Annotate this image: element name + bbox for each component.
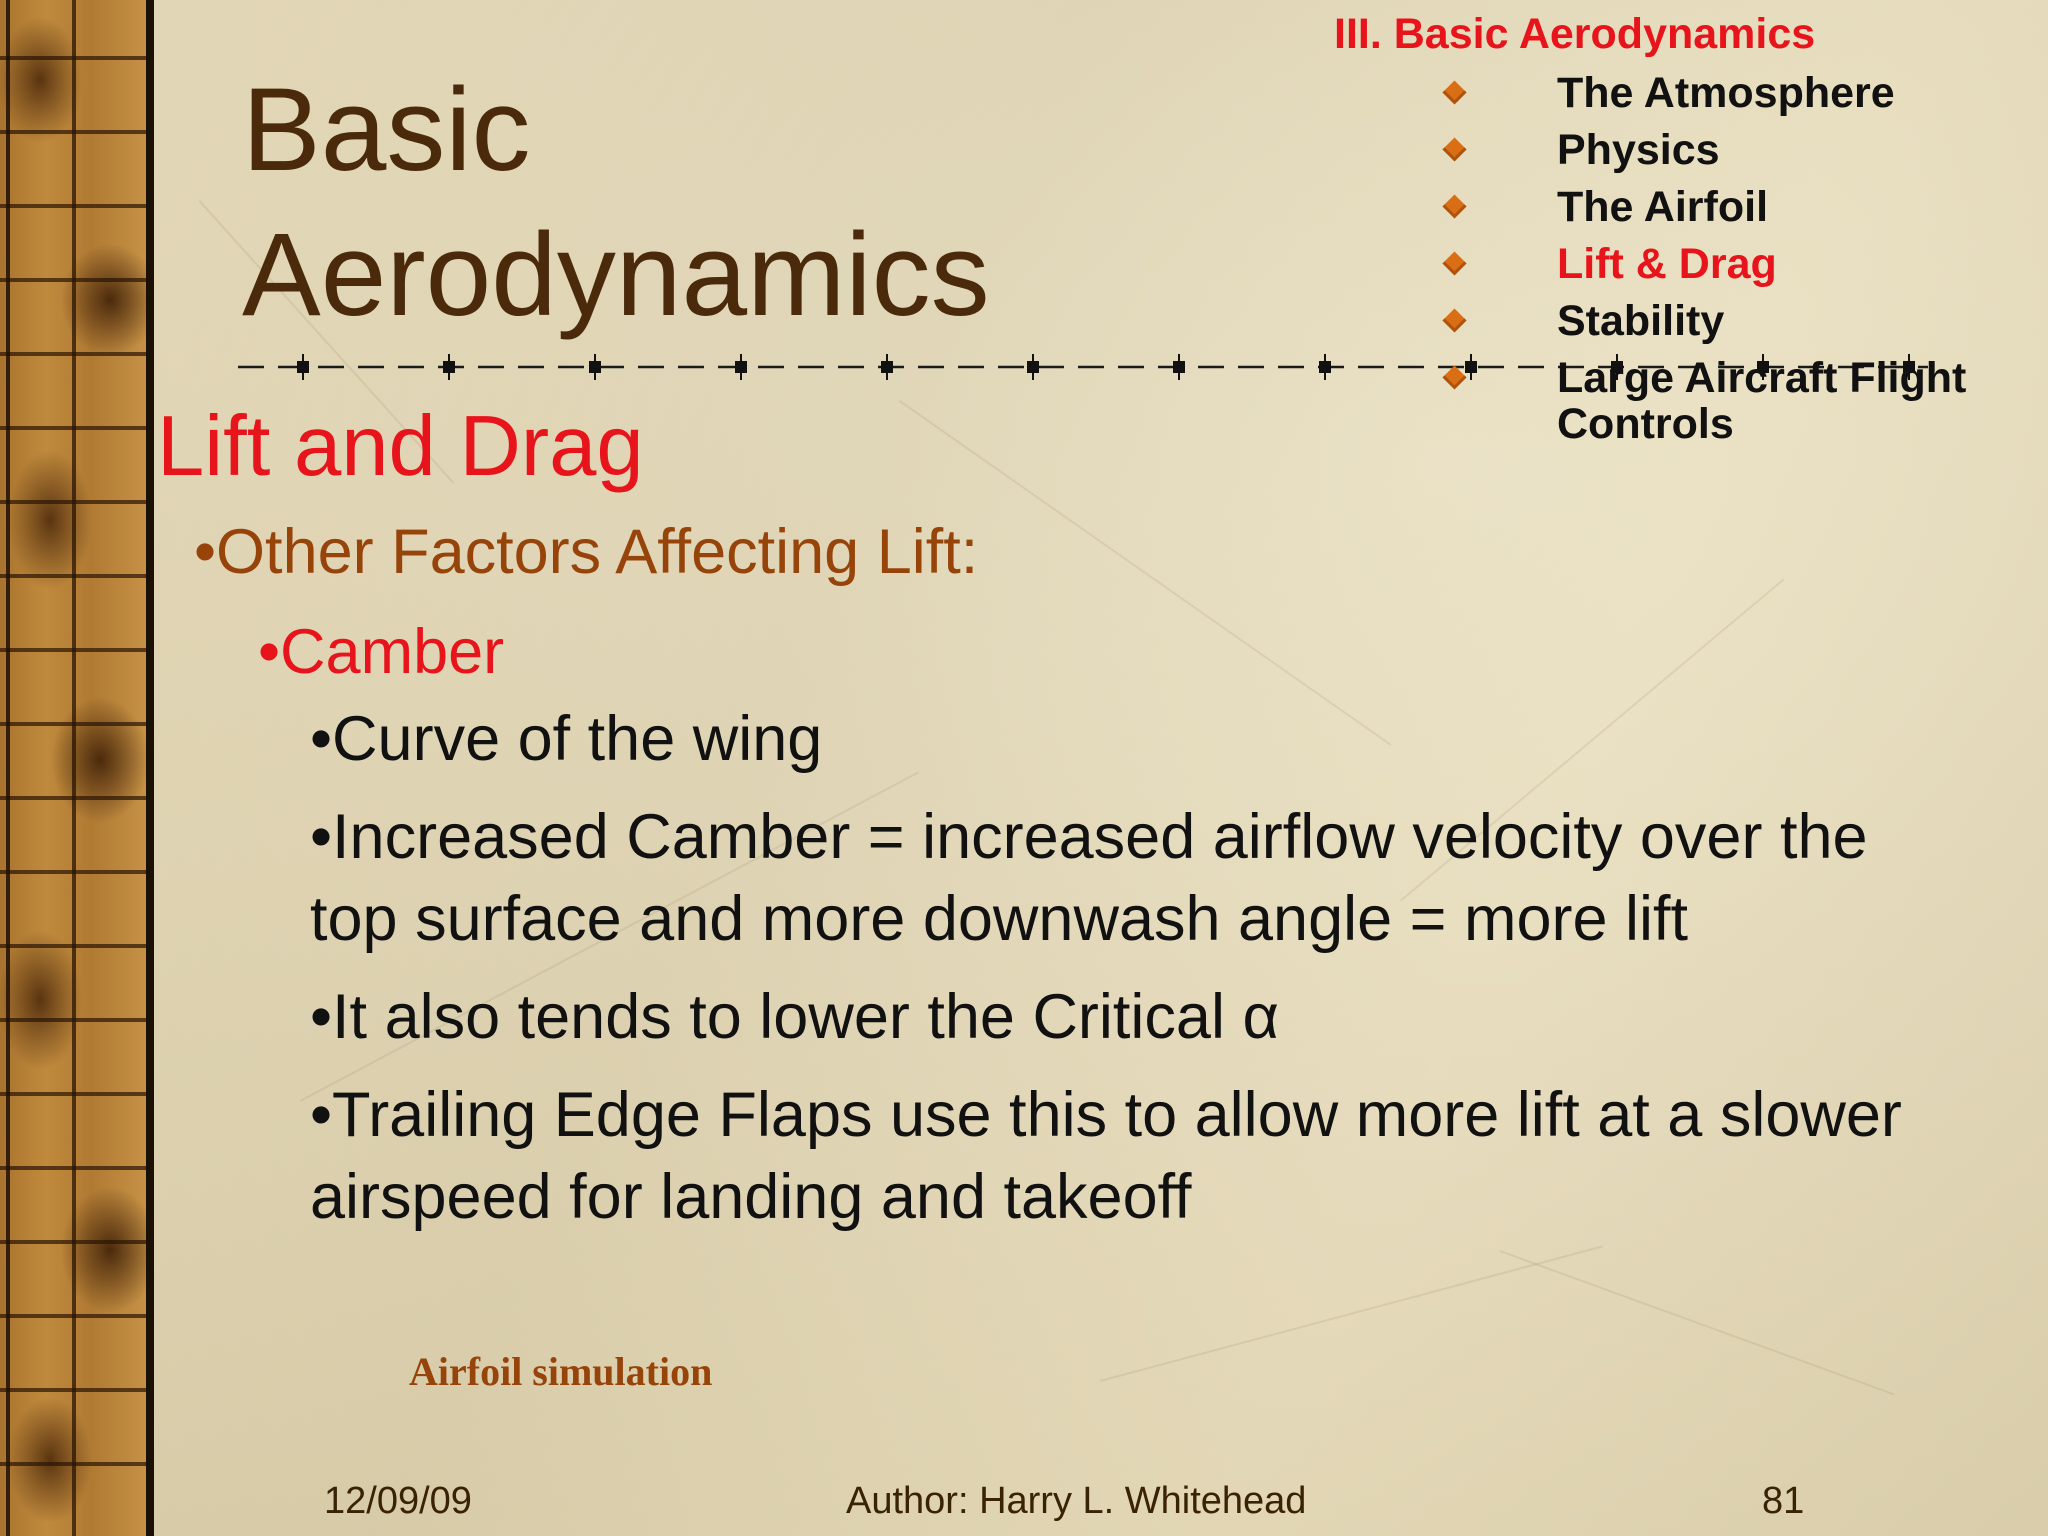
decorative-side-strip	[0, 0, 152, 1536]
diamond-bullet-icon	[1442, 137, 1466, 161]
background-texture	[1100, 1245, 1603, 1382]
bullet-level3: •Trailing Edge Flaps use this to allow more lift at a slower airspeed for landing and takeoff	[310, 1080, 1902, 1232]
strip-border-line	[6, 0, 10, 1536]
diamond-bullet-icon	[1442, 80, 1466, 104]
nav-item-label: The Atmosphere	[1557, 69, 1895, 117]
slide-title-text: Basic Aerodynamics	[242, 64, 990, 341]
nav-item-label: Physics	[1557, 126, 1720, 174]
diamond-bullet-icon	[1442, 194, 1466, 218]
bullet-level3: •Increased Camber = increased airflow velocity over the top surface and more downwash angle = more lift	[310, 802, 1868, 954]
footer-author: Author: Harry L. Whitehead	[846, 1480, 1307, 1522]
diamond-bullet-icon	[1442, 308, 1466, 332]
footer-date: 12/09/09	[324, 1480, 472, 1522]
nav-item-label: Lift & Drag	[1557, 240, 1777, 288]
bullet-level1: •Other Factors Affecting Lift:	[194, 517, 979, 587]
nav-item-label: Large Aircraft Flight Controls	[1557, 354, 1967, 448]
bullet-level2: •Camber	[258, 617, 505, 687]
section-heading: III. Basic Aerodynamics	[1334, 10, 1816, 58]
slide-subtitle: Lift and Drag	[157, 399, 644, 494]
footer-page-number: 81	[1762, 1480, 1805, 1522]
background-texture	[1499, 1250, 1894, 1396]
diamond-bullet-icon	[1442, 251, 1466, 275]
slide-title	[242, 58, 990, 348]
bullet-level3: •Curve of the wing	[310, 704, 823, 774]
airfoil-simulation-link[interactable]: Airfoil simulation	[409, 1349, 713, 1394]
strip-edge	[146, 0, 154, 1536]
bullet-level3: •It also tends to lower the Critical α	[310, 982, 1279, 1052]
nav-item-label: Stability	[1557, 297, 1725, 345]
nav-item-label: The Airfoil	[1557, 183, 1769, 231]
